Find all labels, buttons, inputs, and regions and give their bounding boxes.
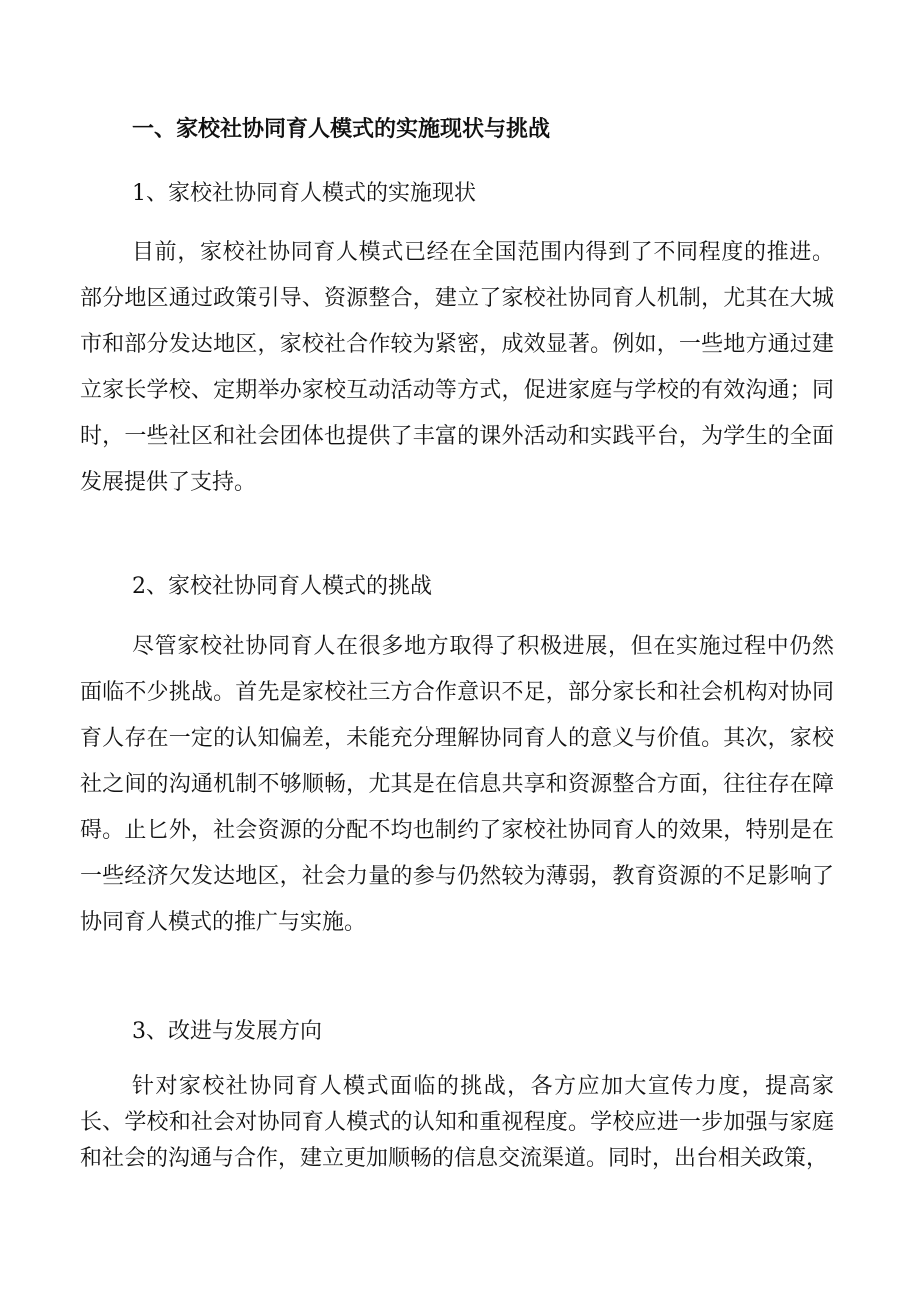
- paragraph-1: 目前，家校社协同育人模式已经在全国范围内得到了不同程度的推进。部分地区通过政策引导、资源整合，建立了家校社协同育人机制，尤其在大城市和部分发达地区，家校社合作较为紧密，成效显著。例如，一些地方通过建立家长学校、定期举办家校互动活动等方式，促进家庭与学校的有效沟通；同时，一些社区和社会团体也提供了丰富的课外活动和实践平台，为学生的全面发展提供了支持。: [80, 240, 834, 495]
- subsection-heading-1: 1、家校社协同育人模式的实施现状: [132, 181, 476, 206]
- paragraph-3: 针对家校社协同育人模式面临的挑战，各方应加大宣传力度，提高家长、学校和社会对协同育人模式的认知和重视程度。学校应进一步加强与家庭和社会的沟通与合作，建立更加顺畅的信息交流渠道。同时，出台相关政策，: [80, 1074, 834, 1171]
- section-title: 一、家校社协同育人模式的实施现状与挑战: [132, 116, 551, 142]
- paragraph-2: 尽管家校社协同育人在很多地方取得了积极进展，但在实施过程中仍然面临不少挑战。首先是家校社三方合作意识不足，部分家长和社会机构对协同育人存在一定的认知偏差，未能充分理解协同育人的意义与价值。其次，家校社之间的沟通机制不够顺畅，尤其是在信息共享和资源整合方面，往往存在障碍。止匕外，社会资源的分配不均也制约了家校社协同育人的效果，特别是在一些经济欠发达地区，社会力量的参与仍然较为薄弱，教育资源的不足影响了协同育人模式的推广与实施。: [80, 634, 834, 935]
- subsection-heading-2: 2、家校社协同育人模式的挑战: [132, 574, 432, 599]
- subsection-heading-3: 3、改进与发展方向: [132, 1019, 322, 1044]
